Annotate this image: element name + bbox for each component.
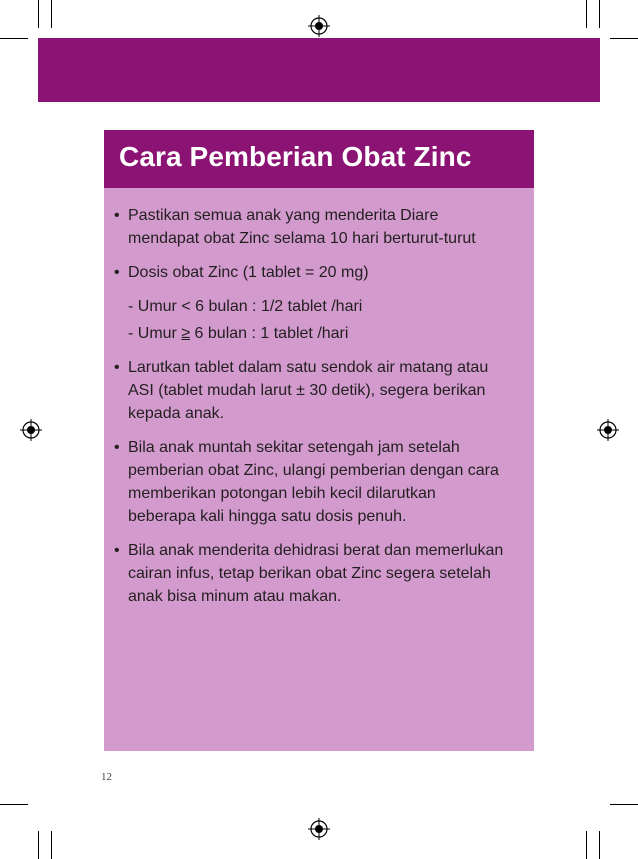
bullet-marker: • [114,439,120,456]
bullet-marker: • [114,542,120,559]
crop-mark [599,831,600,859]
bullet-line: Larutkan tablet dalam satu sendok air matang atau [128,359,489,376]
crop-mark [610,38,638,39]
bullet-line: cairan infus, tetap berikan obat Zinc segera setelah [128,565,491,582]
crop-mark [38,831,39,859]
registration-mark-icon [308,15,330,37]
bullet-line: anak bisa minum atau makan. [128,588,342,605]
bullet-line: kepada anak. [128,405,225,422]
dosage-suffix: 6 bulan : 1 tablet /hari [190,325,349,342]
crop-mark [599,0,600,28]
top-banner [38,38,600,102]
crop-mark [51,831,52,859]
bullet-line: Bila anak menderita dehidrasi berat dan memerlukan [128,542,504,559]
crop-mark [586,831,587,859]
page-number: 12 [101,771,112,783]
card-header [104,130,534,188]
bullet-marker: • [114,264,120,281]
dosage-under-6-months: - Umur < 6 bulan : 1/2 tablet /hari [128,298,363,315]
bullet-line: beberapa kali hingga satu dosis penuh. [128,508,407,525]
bullet-line: Dosis obat Zinc (1 tablet = 20 mg) [128,264,369,281]
bullet-marker: • [114,207,120,224]
bullet-line: pemberian obat Zinc, ulangi pemberian dengan cara [128,462,499,479]
registration-mark-icon [597,419,619,441]
bullet-line: mendapat obat Zinc selama 10 hari berturut-turut [128,230,476,247]
bullet-item-vomiting [114,436,534,528]
registration-mark-icon [20,419,42,441]
dosage-prefix: - Umur [128,325,182,342]
crop-mark [0,804,28,805]
dosage-6-months-and-over [114,322,534,345]
crop-mark [38,0,39,28]
bullet-item-zinc-10-days [114,204,534,250]
bullet-line: Bila anak muntah sekitar setengah jam setelah [128,439,460,456]
bullet-line: Pastikan semua anak yang menderita Diare [128,207,439,224]
crop-mark [0,38,28,39]
bullet-line: ASI (tablet mudah larut ± 30 detik), segera berikan [128,382,486,399]
crop-mark [586,0,587,28]
registration-mark-icon [308,818,330,840]
bullet-item-dosage [114,261,534,284]
card-title: Cara Pemberian Obat Zinc [119,141,472,172]
bullet-marker: • [114,359,120,376]
bullet-item-dehydration [114,539,534,608]
bullet-line: memberikan potongan lebih kecil dilarutkan [128,485,436,502]
crop-mark [51,0,52,28]
bullet-item-dissolve [114,356,534,425]
crop-mark [610,804,638,805]
bullet-list [114,204,534,619]
content-card [104,130,534,751]
greater-equal-symbol: ≥ [181,325,191,342]
